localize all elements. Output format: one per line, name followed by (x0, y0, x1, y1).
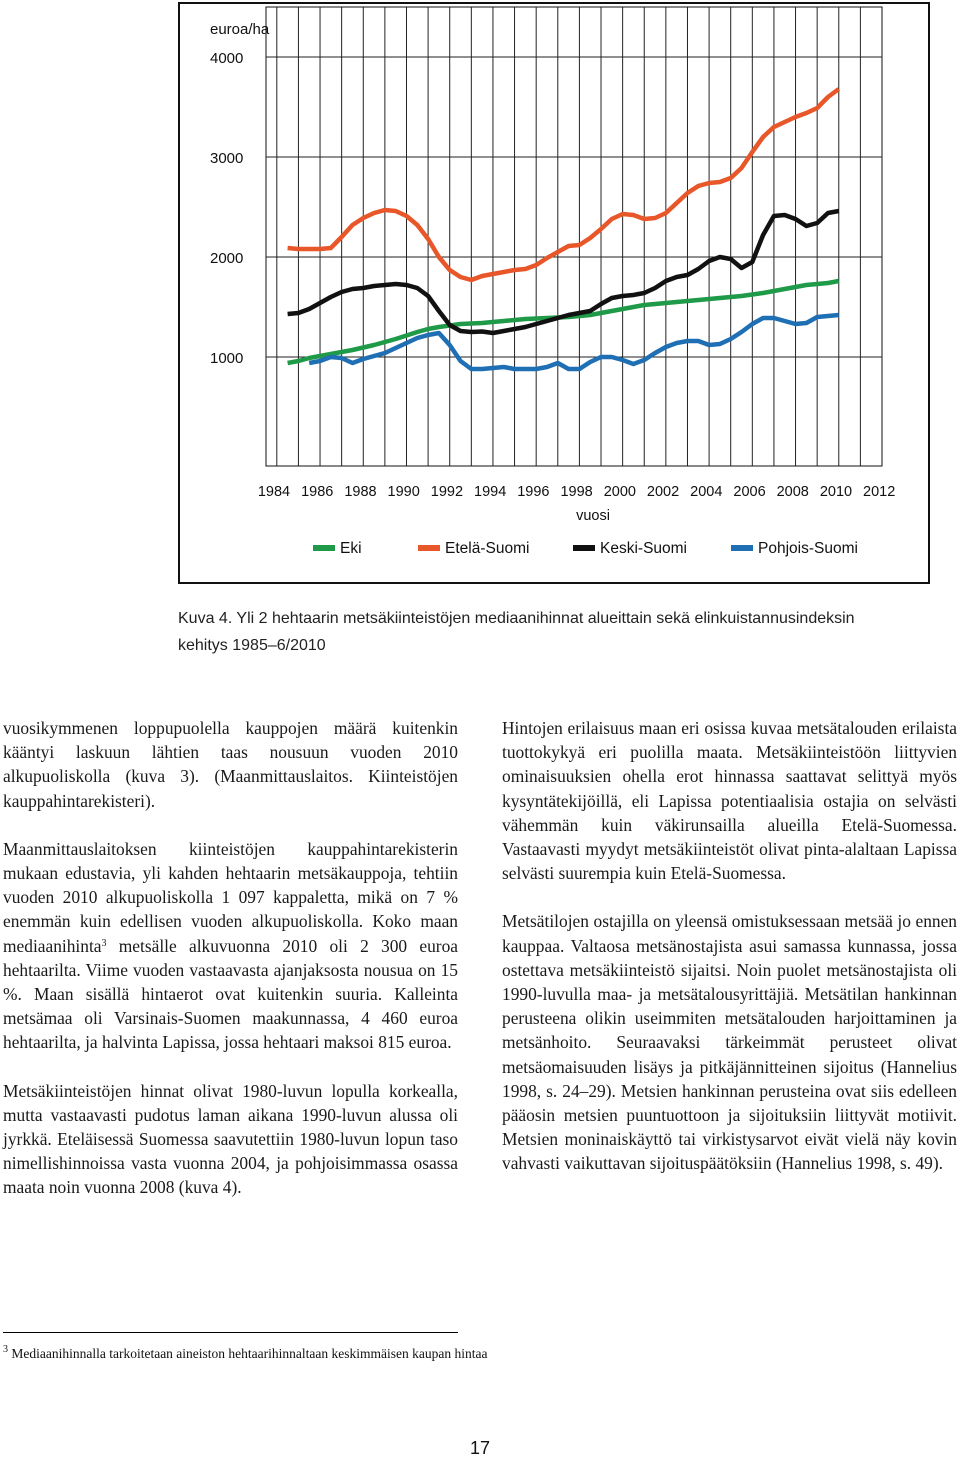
legend-label: Keski-Suomi (600, 540, 687, 557)
line-chart (0, 0, 960, 600)
legend-swatch (573, 545, 595, 551)
paragraph: vuosikymmenen loppupuolella kauppojen määrä kuitenkin kääntyi laskuun lähtien taas nousuun vuoden 2010 alkupuoliskolla (kuva 3). (Maanmittauslaitos. Kiinteistöjen kauppahintarekisteri). (3, 718, 458, 811)
x-tick-label: 2012 (863, 484, 896, 500)
paragraph: Metsätilojen ostajilla on yleensä omistuksessaan metsää jo ennen kauppaa. Valtaosa metsänostajista asui samassa kunnassa, jossa ostettava metsäkiinteistö sijaitsi. Noin puolet metsänostajista oli 1990-luvulla maa- ja metsätalousyrittäjiä. Metsätilan hankinnan perusteena olikin useimmiten metsätalouden harjoittaminen ja metsänhoito. Seuraavaksi tärkeimmät perusteet olivat metsäomaisuuden lisäys ja pitkäjännitteinen sijoitus (Hannelius 1998, s. 24–29). Metsien hankinnan perusteina ovat siis edelleen pääosin metsien puuntuottoon ja sijoituksiin liittyvät motiivit. Metsien moninaiskäyttö tai virkistysarvot eivät vielä näy kovin vahvasti vaikuttavan sijoituspäätöksiin (Hannelius 1998, s. 49). (502, 911, 957, 1174)
paragraph: Hintojen erilaisuus maan eri osissa kuvaa metsätalouden erilaista tuottokykyä eri puolilla maata. Metsäkiinteistöön liittyvien ominaisuuksien ohella erot hinnassa saattavat selittyä myös kysyntätekijöillä, eli Lapissa potentiaalisia ostajia on selvästi vähemmän kuin väkirunsailla alueilla Etelä-Suomessa. Vastaavasti myydyt metsäkiinteistöt olivat pinta-alaltaan Lapissa selvästi suurempia kuin Etelä-Suomessa. (502, 718, 957, 884)
x-tick-label: 2008 (776, 484, 809, 500)
x-tick-label: 1994 (474, 484, 507, 500)
legend-swatch (418, 545, 440, 551)
paragraph: Metsäkiinteistöjen hinnat olivat 1980-luvun lopulla korkealla, mutta vastaavasti pudotus laman aikana 1990-luvun alussa oli jyrkkä. Eteläisessä Suomessa saavutettiin 1980-luvun lopun taso nimellishinnoissa vasta vuonna 2004, ja pohjoisimmassa osassa maata noin vuonna 2008 (kuva 4). (3, 1080, 458, 1198)
footnote-text: Mediaanihinnalla tarkoitetaan aineiston hehtaarihinnaltaan keskimmäisen kaupan hintaa (8, 1346, 488, 1361)
left-column (3, 716, 458, 1224)
x-tick-label: 1988 (344, 484, 377, 500)
plot-area (266, 7, 882, 466)
caption-line-1: Kuva 4. Yli 2 hehtaarin metsäkiinteistöjen mediaanihinnat alueittain sekä elinkuistannusindeksin (178, 610, 855, 627)
footnote-mark: 3 (3, 1344, 8, 1355)
x-tick-label: 1986 (301, 484, 334, 500)
y-tick-label: 1000 (210, 350, 244, 367)
caption-line-2: kehitys 1985–6/2010 (178, 637, 326, 654)
page-number: 17 (469, 1438, 491, 1458)
legend-label: Etelä-Suomi (445, 540, 530, 557)
y-tick-label: 4000 (210, 50, 244, 67)
paragraph-text: metsälle alkuvuonna 2010 oli 2 300 euroa hehtaarilta. Viime vuoden vastaavasta ajanjaksosta nousua on 15 %. Maan sisällä hintaerot ovat kuitenkin suuria. Kalleinta metsämaa oli Varsinais-Suomen maakunnassa, 4 460 euroa hehtaarilta, ja halvinta Lapissa, jossa hehtaari maksoi 815 euroa. (3, 935, 458, 1053)
legend-label: Pohjois-Suomi (758, 540, 858, 557)
y-tick-label: 2000 (210, 250, 244, 267)
x-tick-label: 2000 (603, 484, 636, 500)
x-tick-label: 1992 (430, 484, 464, 500)
x-tick-label: 2010 (819, 484, 853, 500)
legend-swatch (731, 545, 753, 551)
footnote (3, 1346, 487, 1362)
x-tick-label: 1996 (517, 484, 550, 500)
y-axis-label: euroa/ha (210, 21, 270, 38)
x-tick-label: 2004 (690, 484, 723, 500)
figure-caption (178, 605, 938, 659)
paragraph (3, 837, 458, 1055)
footnote-reference: 3 (101, 937, 107, 949)
x-axis-label: vuosi (576, 508, 610, 524)
x-tick-label: 1984 (257, 484, 291, 500)
x-tick-label: 2002 (646, 484, 680, 500)
x-tick-label: 1990 (387, 484, 420, 500)
paragraph-text: Maanmittauslaitoksen kiinteistöjen kauppahintarekisterin mukaan edustavia, yli kahden hehtaarin metsäkauppoja, tehtiin vuoden 2010 alkupuoliskolla 1 097 kappaletta, mikä on 7 % enemmän kuin edellisen vuoden alkupuoliskolla. Koko maan mediaanihinta (3, 838, 458, 956)
legend-swatch (313, 545, 335, 551)
footnote-divider (3, 1332, 458, 1333)
x-tick-label: 2006 (733, 484, 766, 500)
y-tick-label: 3000 (210, 150, 244, 167)
series-line-keski-suomi (288, 211, 839, 333)
legend-label: Eki (340, 540, 362, 557)
x-tick-label: 1998 (560, 484, 593, 500)
right-column (502, 716, 957, 1200)
